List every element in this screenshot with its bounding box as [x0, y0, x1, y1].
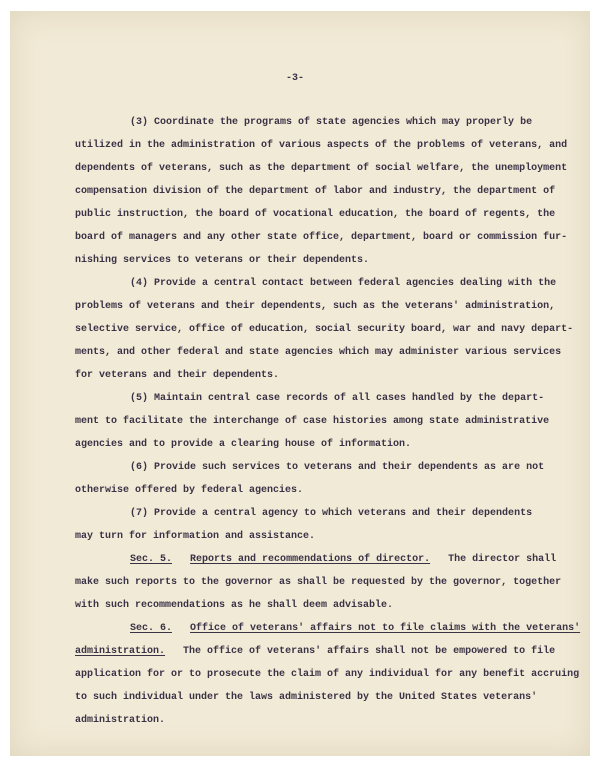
- sec6-line-4: to such individual under the laws administered by the United States veterans': [75, 692, 538, 703]
- paragraph-3-line-6: board of managers and any other state office, department, board or commission fur-: [75, 232, 568, 243]
- sec5-line-3: with such recommendations as he shall deem advisable.: [75, 600, 394, 611]
- sec6-heading-line: [130, 623, 580, 635]
- sec6-line-2: [75, 646, 555, 658]
- paragraph-4-line-1: (4) Provide a central contact between federal agencies dealing with the: [130, 278, 557, 289]
- sec5-heading-line: [130, 554, 556, 566]
- paragraph-3-line-3: dependents of veterans, such as the department of social welfare, the unemployment: [75, 163, 568, 174]
- sec5-label: Sec. 5.: [130, 554, 173, 565]
- sec6-line-5: administration.: [75, 715, 166, 726]
- paragraph-5-line-2: ment to facilitate the interchange of case histories among state administrative: [75, 416, 550, 427]
- sec6-line-2-rest: The office of veterans' affairs shall not be empowered to file: [183, 646, 556, 657]
- paragraph-4-line-5: for veterans and their dependents.: [75, 370, 280, 381]
- paragraph-3-line-7: nishing services to veterans or their dependents.: [75, 255, 370, 266]
- document-page: [10, 11, 590, 756]
- paragraph-5-line-3: agencies and to provide a clearing house of information.: [75, 439, 412, 450]
- sec6-title-part1: Office of veterans' affairs not to file claims with the veterans': [190, 623, 581, 634]
- page-number: -3-: [286, 73, 305, 84]
- sec6-title-part2: administration.: [75, 646, 166, 657]
- paragraph-4-line-3: selective service, office of education, social security board, war and navy depart-: [75, 324, 574, 335]
- paragraph-6-line-1: (6) Provide such services to veterans and their dependents as are not: [130, 462, 545, 473]
- sec5-line-2: make such reports to the governor as shall be requested by the governor, together: [75, 577, 562, 588]
- paragraph-3-line-1: (3) Coordinate the programs of state agencies which may properly be: [130, 117, 533, 128]
- sec6-line-3: application for or to prosecute the claim of any individual for any benefit accruing: [75, 669, 580, 680]
- paragraph-4-line-4: ments, and other federal and state agencies which may administer various services: [75, 347, 562, 358]
- paragraph-7-line-2: may turn for information and assistance.: [75, 531, 316, 542]
- paragraph-5-line-1: (5) Maintain central case records of all cases handled by the depart-: [130, 393, 545, 404]
- sec6-label: Sec. 6.: [130, 623, 173, 634]
- paragraph-3-line-2: utilized in the administration of various aspects of the problems of veterans, and: [75, 140, 568, 151]
- sec5-title: Reports and recommendations of director.: [190, 554, 431, 565]
- paragraph-3-line-5: public instruction, the board of vocational education, the board of regents, the: [75, 209, 556, 220]
- paragraph-6-line-2: otherwise offered by federal agencies.: [75, 485, 304, 496]
- sec5-first-line-rest: The director shall: [448, 554, 557, 565]
- paragraph-7-line-1: (7) Provide a central agency to which veterans and their dependents: [130, 508, 533, 519]
- paragraph-3-line-4: compensation division of the department of labor and industry, the department of: [75, 186, 556, 197]
- paragraph-4-line-2: problems of veterans and their dependents, such as the veterans' administration,: [75, 301, 556, 312]
